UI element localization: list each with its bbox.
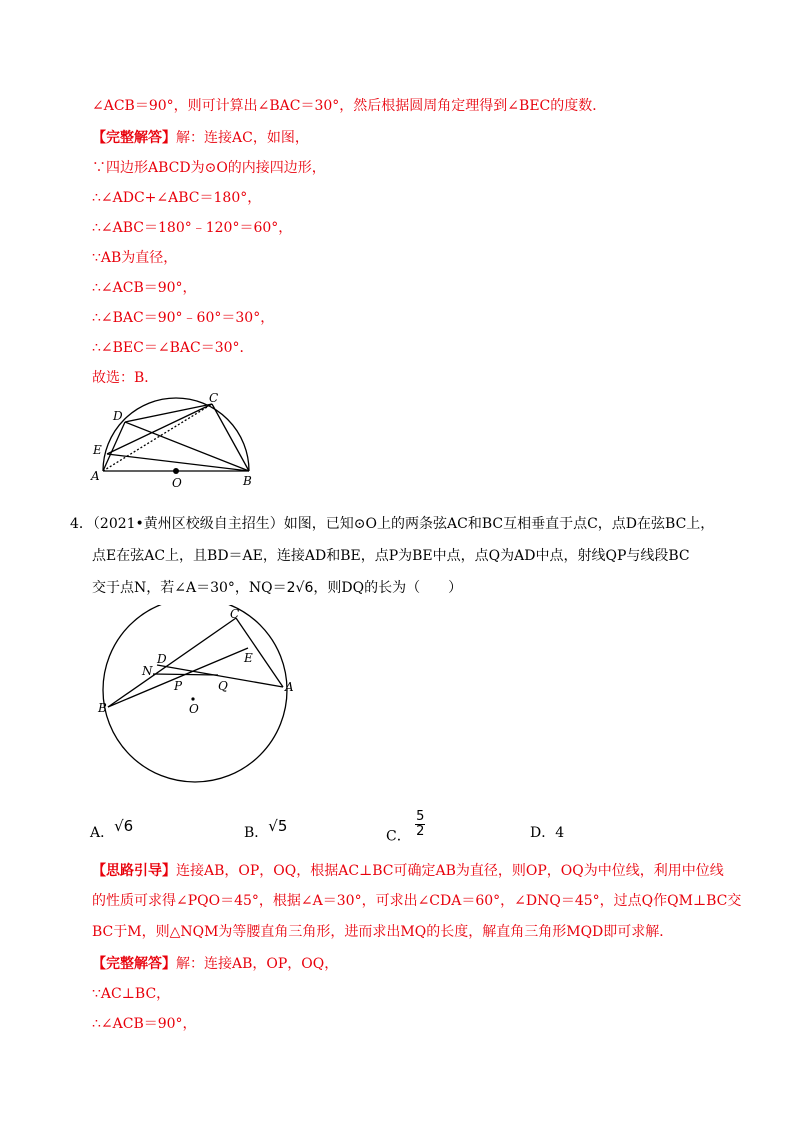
semicircle-arc bbox=[103, 398, 249, 471]
solution-answer: 故选：B． bbox=[92, 370, 159, 386]
chord-BC bbox=[108, 618, 236, 707]
question-line bbox=[70, 510, 750, 538]
label-P: P bbox=[174, 679, 183, 693]
full-answer-tag: 【完整解答】 bbox=[92, 956, 176, 972]
figure-circle bbox=[95, 605, 305, 790]
segment-DC bbox=[125, 404, 212, 422]
option-letter: D． bbox=[530, 825, 556, 841]
label-D: D bbox=[157, 652, 167, 666]
center-point-O bbox=[173, 468, 179, 474]
solution-step: ∴∠BEC＝∠BAC＝30°． bbox=[92, 340, 254, 356]
solution-intro: 解：连接AC，如图， bbox=[176, 130, 309, 146]
solution-step: ∴∠BAC＝90°﹣60°＝30°， bbox=[92, 310, 275, 326]
option-b bbox=[244, 817, 288, 842]
answer-step: ∵AC⊥BC， bbox=[92, 986, 171, 1002]
label-E: E bbox=[93, 443, 102, 457]
label-A: A bbox=[285, 680, 294, 694]
question-text: （2021•黄州区校级自主招生）如图，已知⊙O上的两条弦AC和BC互相垂直于点C，点D在弦BC上， bbox=[92, 516, 715, 532]
label-Q: Q bbox=[218, 679, 228, 693]
hint-line: 的性质可求得∠PQO＝45°，根据∠A＝30°，可求出∠CDA＝60°，∠DNQ＝45°，过点Q作QM⊥BC交 bbox=[92, 893, 742, 909]
label-E: E bbox=[244, 651, 253, 665]
label-O: O bbox=[189, 702, 199, 716]
solution-step: ∴∠ADC+∠ABC＝180°， bbox=[92, 190, 262, 206]
label-C: C bbox=[230, 607, 240, 621]
option-value: √6 bbox=[114, 817, 134, 835]
solution-step: ∵AB为直径， bbox=[92, 250, 178, 266]
label-C: C bbox=[209, 392, 219, 405]
answer-header-line bbox=[92, 954, 338, 974]
option-letter: C． bbox=[386, 828, 411, 845]
hint-line bbox=[92, 861, 724, 881]
option-value: √5 bbox=[268, 817, 288, 835]
center-point-O bbox=[191, 697, 194, 700]
option-a bbox=[90, 817, 134, 842]
solution-step: ∴∠ACB＝90°， bbox=[92, 280, 197, 296]
radical-expression: 2√6 bbox=[286, 580, 314, 596]
segment-CB bbox=[212, 404, 249, 471]
question-line bbox=[92, 574, 772, 602]
option-value: 4 bbox=[555, 825, 565, 841]
fraction-denominator: 2 bbox=[416, 824, 425, 839]
hint-line: BC于M，则△NQM为等腰直角三角形，进而求出MQ的长度，解直角三角形MQD即可求解． bbox=[92, 924, 674, 940]
figure-semicircle bbox=[85, 392, 265, 492]
question-number: 4． bbox=[70, 516, 93, 532]
question-text: ，则DQ的长为（ ） bbox=[313, 580, 463, 596]
full-answer-tag: 【完整解答】 bbox=[92, 130, 176, 146]
question-line: 点E在弦AC上，且BD＝AE，连接AD和BE，点P为BE中点，点Q为AD中点，射线QP与线段BC bbox=[92, 548, 690, 564]
answer-step: ∴∠ACB＝90°， bbox=[92, 1016, 197, 1032]
solution-header-line bbox=[92, 128, 309, 148]
label-D: D bbox=[113, 409, 123, 423]
hint-text: 连接AB，OP，OQ，根据AC⊥BC可确定AB为直径，则OP，OQ为中位线，利用中位线 bbox=[176, 863, 724, 879]
option-c bbox=[386, 809, 425, 851]
option-letter: A． bbox=[90, 825, 115, 841]
solution-text-line: ∠ACB＝90°，则可计算出∠BAC＝30°，然后根据圆周角定理得到∠BEC的度数． bbox=[92, 98, 607, 114]
segment-EC bbox=[107, 404, 212, 454]
fraction bbox=[415, 810, 425, 839]
solution-step: ∴∠ABC＝180°﹣120°＝60°， bbox=[92, 220, 293, 236]
label-N: N bbox=[142, 664, 153, 678]
fraction-numerator: 5 bbox=[416, 809, 425, 824]
option-d bbox=[530, 822, 564, 842]
hint-tag: 【思路引导】 bbox=[92, 863, 176, 879]
circle-O bbox=[103, 605, 287, 782]
label-B: B bbox=[243, 474, 252, 488]
solution-step: ∵四边形ABCD为⊙O的内接四边形， bbox=[92, 160, 326, 176]
label-A: A bbox=[91, 469, 100, 483]
answer-intro: 解：连接AB，OP，OQ， bbox=[176, 956, 339, 972]
question-text: 交于点N，若∠A＝30°，NQ＝ bbox=[92, 580, 287, 596]
label-B: B bbox=[98, 701, 107, 715]
label-O: O bbox=[172, 476, 182, 490]
option-letter: B． bbox=[244, 825, 269, 841]
